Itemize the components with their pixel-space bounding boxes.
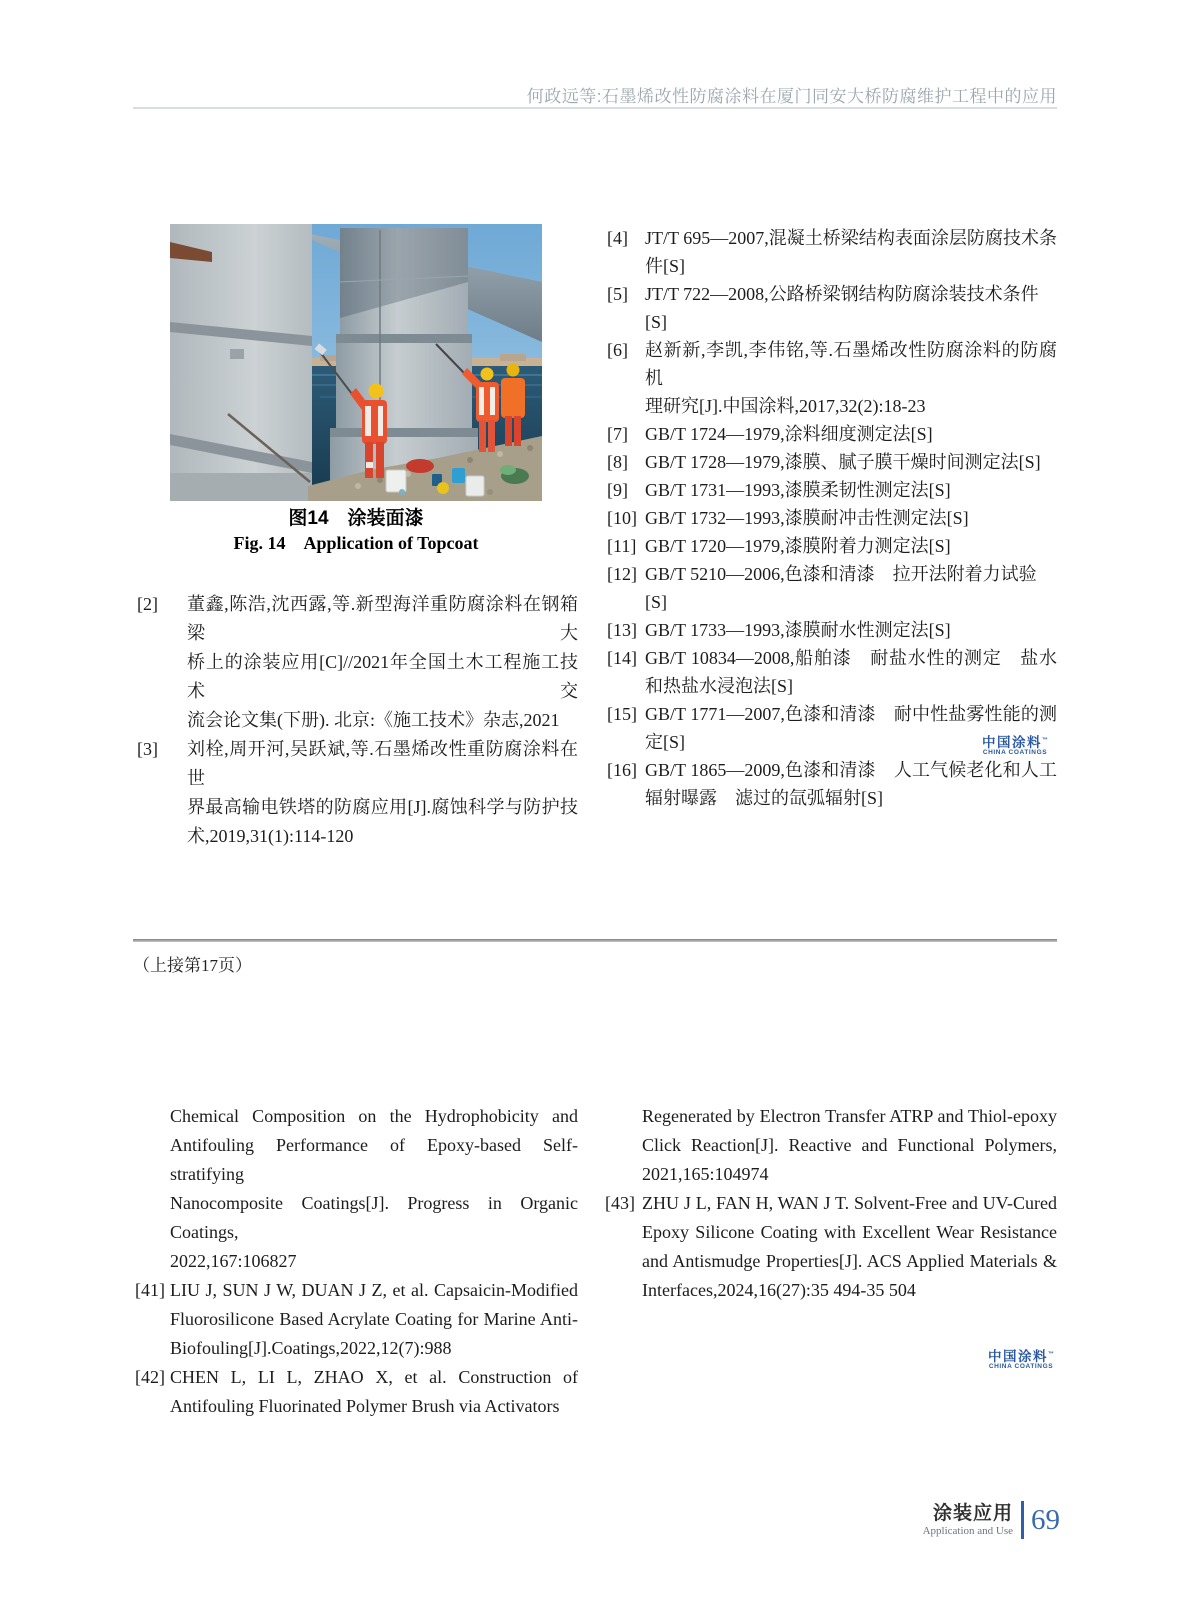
logo-trademark: ™ — [1048, 1351, 1054, 1358]
reference-label: [9] — [607, 480, 628, 500]
logo-en: CHINA COATINGS — [988, 1363, 1054, 1371]
reference-item — [133, 1363, 578, 1421]
reference-line: JT/T 695—2007,混凝土桥梁结构表面涂层防腐技术条 — [645, 228, 1057, 248]
reference-line: 和热盐水浸泡法[S] — [645, 676, 793, 696]
section-divider — [133, 939, 1057, 942]
reference-line: Click Reaction[J]. Reactive and Functional Polymers, — [642, 1135, 1057, 1155]
footer-section-zh: 涂装应用 — [932, 1502, 1013, 1524]
reference-line: Regenerated by Electron Transfer ATRP and Thiol-epoxy — [642, 1106, 1057, 1126]
reference-line: GB/T 5210—2006,色漆和清漆 拉开法附着力试验[S] — [645, 564, 1037, 612]
reference-line: 理研究[J].中国涂料,2017,32(2):18-23 — [645, 396, 926, 416]
reference-line: Biofouling[J].Coatings,2022,12(7):988 — [170, 1338, 452, 1358]
reference-line: Epoxy Silicone Coating with Excellent Wear Resistance — [642, 1222, 1057, 1242]
figure-caption-en: Fig. 14 Application of Topcoat — [233, 533, 479, 553]
reference-line: Interfaces,2024,16(27):35 494-35 504 — [642, 1280, 916, 1300]
reference-line: GB/T 1865—2009,色漆和清漆 人工气候老化和人工 — [645, 760, 1057, 780]
reference-line: Chemical Composition on the Hydrophobicity and — [170, 1106, 578, 1126]
reference-line: 流会论文集(下册). 北京:《施工技术》杂志,2021 — [187, 710, 560, 730]
reference-line: JT/T 722—2008,公路桥梁钢结构防腐涂装技术条件[S] — [645, 284, 1039, 332]
reference-item — [595, 616, 1057, 644]
reference-item — [595, 420, 1057, 448]
reference-line: Fluorosilicone Based Acrylate Coating for Marine Anti- — [170, 1309, 578, 1329]
figure-caption-zh: 图14 涂装面漆 — [288, 508, 424, 529]
reference-line: 2021,165:104974 — [642, 1164, 769, 1184]
header-rule — [133, 107, 1057, 109]
reference-label: [3] — [137, 739, 158, 759]
reference-line: 术,2019,31(1):114-120 — [187, 826, 354, 846]
china-coatings-logo-bottom — [976, 1350, 1066, 1371]
reference-label: [7] — [607, 424, 628, 444]
reference-line: 桥上的涂装应用[C]//2021年全国土木工程施工技术交 — [187, 652, 578, 701]
reference-line: 辐射曝露 滤过的氙弧辐射[S] — [645, 788, 883, 808]
reference-item — [595, 504, 1057, 532]
reference-item — [133, 735, 578, 851]
reference-line: GB/T 1724—1979,涂料细度测定法[S] — [645, 424, 933, 444]
reference-line: 定[S] — [645, 732, 685, 752]
reference-item — [595, 280, 1057, 336]
reference-item — [595, 644, 1057, 700]
reference-list-upper-left — [133, 590, 578, 851]
reference-list-lower-right — [595, 1102, 1057, 1305]
bridge-painting-scene — [170, 224, 542, 501]
reference-line: 刘栓,周开河,吴跃斌,等.石墨烯改性重防腐涂料在世 — [187, 739, 578, 788]
reference-label: [10] — [607, 508, 637, 528]
footer-divider-bar — [1021, 1501, 1024, 1539]
reference-label: [4] — [607, 228, 628, 248]
reference-label: [15] — [607, 704, 637, 724]
reference-label: [2] — [137, 594, 158, 614]
continuation-note: （上接第17页） — [133, 956, 252, 975]
reference-line: GB/T 1731—1993,漆膜柔韧性测定法[S] — [645, 480, 951, 500]
reference-line: 董鑫,陈浩,沈西露,等.新型海洋重防腐涂料在钢箱梁大 — [187, 594, 578, 643]
reference-line: 赵新新,李凯,李伟铭,等.石墨烯改性防腐涂料的防腐机 — [645, 340, 1057, 388]
reference-item — [595, 756, 1057, 812]
reference-line: ZHU J L, FAN H, WAN J T. Solvent-Free and UV-Cured — [642, 1193, 1057, 1213]
reference-item — [595, 448, 1057, 476]
reference-item — [595, 476, 1057, 504]
reference-label: [42] — [135, 1367, 165, 1387]
reference-item — [133, 1102, 578, 1276]
reference-line: 件[S] — [645, 256, 685, 276]
reference-line: Antifouling Fluorinated Polymer Brush via Activators — [170, 1396, 560, 1416]
reference-item — [595, 336, 1057, 420]
reference-item — [595, 560, 1057, 616]
logo-zh: 中国涂料™ — [988, 1349, 1054, 1364]
figure-photo — [170, 224, 542, 501]
page-footer — [820, 1498, 1060, 1542]
logo-trademark: ™ — [1042, 737, 1048, 744]
reference-line: 2022,167:106827 — [170, 1251, 297, 1271]
reference-label: [11] — [607, 536, 637, 556]
reference-item — [595, 1189, 1057, 1305]
logo-en: CHINA COATINGS — [982, 749, 1048, 757]
reference-label: [13] — [607, 620, 637, 640]
reference-line: GB/T 1732—1993,漆膜耐冲击性测定法[S] — [645, 508, 969, 528]
reference-label: [6] — [607, 340, 628, 360]
logo-zh: 中国涂料™ — [982, 735, 1048, 750]
reference-line: 界最高输电铁塔的防腐应用[J].腐蚀科学与防护技 — [187, 797, 578, 817]
china-coatings-logo-top — [970, 736, 1060, 757]
reference-label: [8] — [607, 452, 628, 472]
reference-label: [5] — [607, 284, 628, 304]
footer-section-en: Application and Use — [922, 1524, 1013, 1537]
reference-line: Antifouling Performance of Epoxy-based Self-stratifying — [170, 1135, 578, 1184]
reference-line: GB/T 1771—2007,色漆和清漆 耐中性盐雾性能的测 — [645, 704, 1057, 724]
reference-item — [595, 224, 1057, 280]
reference-label: [12] — [607, 564, 637, 584]
reference-label: [43] — [605, 1193, 635, 1213]
reference-line: and Antismudge Properties[J]. ACS Applied Materials & — [642, 1251, 1057, 1271]
reference-label: [41] — [135, 1280, 165, 1300]
reference-line: GB/T 10834—2008,船舶漆 耐盐水性的测定 盐水 — [645, 648, 1057, 668]
reference-line: GB/T 1733—1993,漆膜耐水性测定法[S] — [645, 620, 951, 640]
reference-label: [16] — [607, 760, 637, 780]
reference-item — [133, 1276, 578, 1363]
reference-item — [595, 1102, 1057, 1189]
reference-item — [595, 532, 1057, 560]
left-pier — [170, 224, 312, 501]
reference-line: GB/T 1728—1979,漆膜、腻子膜干燥时间测定法[S] — [645, 452, 1041, 472]
reference-line: LIU J, SUN J W, DUAN J Z, et al. Capsaicin-Modified — [170, 1280, 578, 1300]
reference-list-upper-right — [595, 224, 1057, 812]
helmet-on-ground — [437, 482, 449, 494]
running-title: 何政远等:石墨烯改性防腐涂料在厦门同安大桥防腐维护工程中的应用 — [526, 87, 1057, 106]
reference-line: GB/T 1720—1979,漆膜附着力测定法[S] — [645, 536, 951, 556]
reference-line: Nanocomposite Coatings[J]. Progress in Organic Coatings, — [170, 1193, 578, 1242]
reference-list-lower-left — [133, 1102, 578, 1421]
reference-item — [133, 590, 578, 735]
reference-line: CHEN L, LI L, ZHAO X, et al. Construction of — [170, 1367, 578, 1387]
reference-label: [14] — [607, 648, 637, 668]
page-number: 69 — [1031, 1504, 1060, 1536]
